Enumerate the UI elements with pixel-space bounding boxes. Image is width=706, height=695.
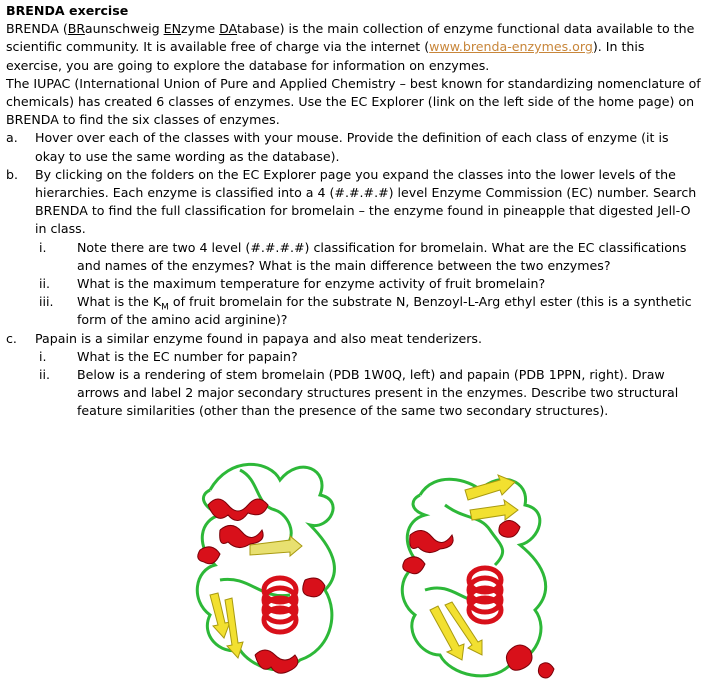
- question-b: [6, 166, 701, 239]
- question-text: By clicking on the folders on the EC Explorer page you expand the classes into the lower levels of the hierarchies. Each enzyme is classified into a 4 (#.#.#.#) level Enzyme Commission (EC) number. Search BRENDA to find the full classification for bromelain – the enzyme found in pineapple that digested Jell-O in class.: [35, 166, 697, 237]
- subquestion-text: What is the maximum temperature for enzyme activity of fruit bromelain?: [77, 276, 546, 292]
- papain-ribbon-image: [402, 475, 554, 678]
- subquestion-text: Below is a rendering of stem bromelain (PDB 1W0Q, left) and papain (PDB 1PPN, right). Draw arrows and label 2 major secondary structures present in the enzymes. Describe two structural feature similarities (other than the presence of the same two secondary structures).: [77, 367, 679, 419]
- subquestion-text: What is the EC number for papain?: [77, 348, 298, 364]
- coil: [197, 464, 334, 669]
- question-c-i: [6, 348, 701, 366]
- helix: [303, 578, 325, 597]
- subquestion-marker: i.: [39, 348, 47, 364]
- question-a: [6, 129, 701, 165]
- question-c-ii: [6, 366, 701, 421]
- helix: [410, 530, 453, 552]
- sheet: [470, 500, 518, 520]
- question-b-ii: [6, 275, 701, 293]
- helix: [538, 663, 554, 678]
- question-marker: c.: [6, 330, 17, 346]
- question-b-iii: [6, 293, 701, 329]
- intro-paragraph-2: The IUPAC (International Union of Pure and Applied Chemistry – best known for standardizing nomenclature of chemicals) has created 6 classes of enzymes. Use the EC Explorer (link on the left side of the home page) on BRENDA to find the six classes of enzymes.: [6, 75, 701, 128]
- question-text: Hover over each of the classes with your mouse. Provide the definition of each class of enzyme (it is okay to use the same wording as the database).: [35, 130, 669, 164]
- subquestion-marker: iii.: [39, 294, 54, 310]
- protein-figures-svg: [180, 450, 600, 690]
- subquestion-text: Note there are two 4 level (#.#.#.#) classification for bromelain. What are the EC classifications and names of the enzymes? What is the main difference between the two enzymes?: [77, 239, 687, 273]
- subquestion-marker: i.: [39, 239, 47, 255]
- question-c: [6, 330, 701, 348]
- helix: [255, 650, 298, 673]
- helix: [499, 520, 520, 537]
- subquestion-text: What is the $K_M$ of fruit bromelain for the substrate N, Benzoyl-L-Arg ethyl ester (this is a synthetic form of the amino acid arginine)?: [77, 294, 692, 328]
- helix: [469, 568, 501, 622]
- helix: [198, 547, 220, 564]
- sheet: [465, 475, 515, 500]
- question-text: Papain is a similar enzyme found in papaya and also meat tenderizers.: [35, 330, 482, 346]
- subquestion-marker: ii.: [39, 276, 51, 292]
- document-title: BRENDA exercise: [6, 3, 129, 18]
- bromelain-ribbon-image: [197, 464, 334, 673]
- helix: [506, 645, 532, 670]
- helix: [403, 557, 425, 574]
- question-marker: b.: [6, 166, 18, 182]
- helix: [208, 499, 268, 521]
- question-b-i: [6, 239, 701, 275]
- subquestion-marker: ii.: [39, 367, 51, 383]
- helix: [264, 578, 296, 632]
- document: [6, 2, 701, 421]
- question-marker: a.: [6, 130, 18, 146]
- protein-figures: [180, 450, 600, 690]
- intro-paragraph-1: BRENDA (BRaunschweig ENzyme DAtabase) is the main collection of enzyme functional data available to the scientific community. It is available free of charge via the internet (www.brenda-enzymes.org). In this exercise, you are going to explore the database for information on enzymes.: [6, 21, 695, 73]
- brenda-link[interactable]: www.brenda-enzymes.org: [429, 39, 593, 55]
